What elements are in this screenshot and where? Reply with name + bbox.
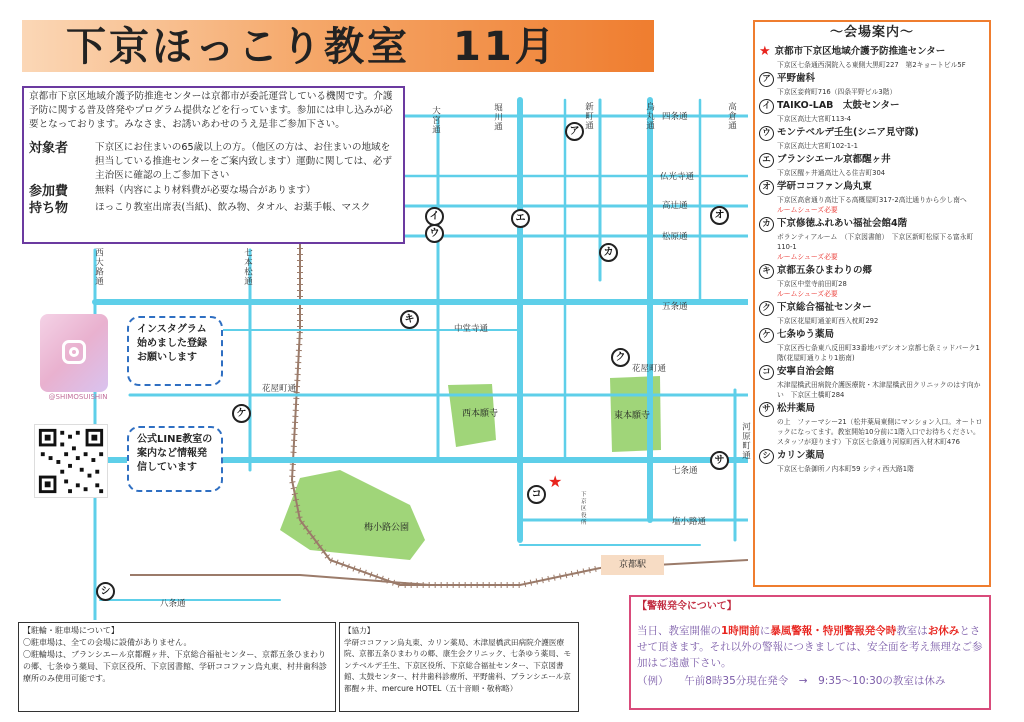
venue-note: ルームシューズ必要 bbox=[777, 290, 838, 298]
parking-line: 〇駐輪場は、ブランシエール京都醒ヶ井、下京総合福祉センター、京都五条ひまわりの郷、七条ゆう薬局、下京区役所、下京図書館、学研ココファン烏丸東、村井歯科診療所のみ使用可能です。 bbox=[23, 650, 327, 683]
marker-ke: ケ bbox=[232, 404, 251, 423]
ward-office-label: 下京区役所 bbox=[581, 492, 587, 526]
venue-name: 安寧自治会館 bbox=[777, 366, 835, 377]
parking-info-box bbox=[18, 622, 336, 712]
venue-address: 下京区高倉通り高辻下る高概屋町317-2高辻通りから少し南へ bbox=[777, 196, 967, 204]
line-bubble: 公式LINE教室の案内など情報発信しています bbox=[127, 426, 223, 492]
intro-text: 京都市下京区地域介護予防推進センターは京都市が委託運営している機関です。介護予防に関する普及啓発やプログラム提供などを行っています。参加には申し込みが必要となっております。みなさま、お誘いあわせのうえ是非ご参加下さい。 bbox=[29, 91, 393, 130]
street-label: 高倉通 bbox=[726, 102, 737, 131]
street-label: 烏丸通 bbox=[644, 102, 655, 131]
venue-item bbox=[759, 263, 985, 299]
venue-address: 下京区七条通西洞院入る東側大黒町227 第2キョートビル5F bbox=[777, 61, 966, 69]
info-value: ほっこり教室出席表(当紙)、飲み物、タオル、お薬手帳、マスク bbox=[95, 201, 371, 213]
venue-name: 学研ココファン烏丸東 bbox=[777, 181, 872, 192]
venue-name: 京都市下京区地域介護予防推進センター bbox=[774, 46, 946, 57]
venue-name: ブランシエール京都醒ヶ井 bbox=[777, 154, 891, 165]
page-title: 下京ほっこり教室 11月 bbox=[66, 24, 558, 70]
venue-list-panel bbox=[753, 20, 991, 587]
line-qr-code[interactable] bbox=[34, 424, 108, 498]
warning-title: 【警報発令について】 bbox=[637, 601, 737, 612]
street-label: 塩小路通 bbox=[672, 517, 707, 527]
star-icon: ★ bbox=[759, 44, 771, 59]
higashi-honganji-label: 東本願寺 bbox=[614, 411, 651, 421]
warning-highlight: お休み bbox=[927, 625, 960, 637]
venue-name: カリン薬局 bbox=[777, 450, 825, 461]
venue-item bbox=[759, 448, 985, 474]
venue-address: 下京区高辻大宮町102-1-1 bbox=[777, 142, 858, 150]
venue-item bbox=[759, 71, 985, 97]
marker-i: イ bbox=[425, 207, 444, 226]
warning-text: とさせて頂きます。それ以外の警報につきましては、安全面を考え無理なご参加はご遠慮下さい。 bbox=[637, 625, 983, 669]
venue-name: 下京総合福祉センター bbox=[777, 302, 872, 313]
venue-item bbox=[759, 179, 985, 215]
venue-note: ルームシューズ必要 bbox=[777, 206, 838, 214]
venue-marker: サ bbox=[759, 402, 774, 417]
venue-item bbox=[759, 401, 985, 447]
marker-sa: サ bbox=[710, 451, 729, 470]
instagram-handle: @SHIMOSUISHIN bbox=[48, 393, 108, 401]
venue-address: ボランティアルーム （下京図書館） 下京区新町松原下る富永町110-1 bbox=[777, 233, 974, 251]
venue-list-title: ～会場案内～ bbox=[829, 25, 914, 40]
venue-marker: コ bbox=[759, 365, 774, 380]
info-key: 持ち物 bbox=[29, 200, 69, 216]
venue-address: 木津屋橋武田病院介護医療院・木津屋橋武田クリニックのはす向かい 下京区土橋町284 bbox=[777, 381, 981, 399]
street-label: 四条通 bbox=[662, 112, 688, 122]
marker-shi: シ bbox=[96, 582, 115, 601]
venue-name: 平野歯科 bbox=[777, 73, 816, 84]
venue-marker: ウ bbox=[759, 126, 774, 141]
parking-title: 【駐輪・駐車場について】 bbox=[23, 626, 119, 635]
venue-address: 下京区中堂寺前田町28 bbox=[777, 280, 847, 288]
street-label: 花屋町通 bbox=[632, 364, 667, 374]
venue-marker: キ bbox=[759, 264, 774, 279]
warning-box bbox=[629, 595, 991, 710]
venue-item bbox=[759, 216, 985, 262]
street-label: 西大路通 bbox=[93, 248, 104, 286]
venue-item bbox=[759, 364, 985, 400]
venue-address: 下京区花屋町通並町西入枕町292 bbox=[777, 317, 879, 325]
warning-highlight: 1時間前 bbox=[721, 625, 760, 637]
marker-ka: カ bbox=[599, 243, 618, 262]
venue-marker: ア bbox=[759, 72, 774, 87]
venue-name: 下京修徳ふれあい福祉会館4階 bbox=[777, 218, 908, 229]
instagram-icon bbox=[62, 340, 86, 364]
marker-a: ア bbox=[565, 122, 584, 141]
venue-marker: シ bbox=[759, 449, 774, 464]
marker-ko: コ bbox=[527, 485, 546, 504]
warning-text: 当日、教室開催の bbox=[637, 625, 721, 637]
info-value: 無料（内容により材料費が必要な場合があります） bbox=[95, 184, 316, 196]
venue-name: 七条ゆう薬局 bbox=[777, 329, 835, 340]
venue-name: 松井薬局 bbox=[777, 403, 816, 414]
info-row-fee bbox=[29, 183, 398, 200]
street-label: 仏光寺通 bbox=[660, 172, 695, 182]
venue-item bbox=[759, 152, 985, 178]
venue-address: の上 ファーマシー21（松井薬局東側にマンション入口。オートロックになってます。教室開始10分前に1階入口でお待ちください。スタッフが迎ります）下京区七条通り河原町西入材木町476 bbox=[777, 418, 983, 446]
warning-text: に bbox=[759, 625, 771, 637]
marker-o: オ bbox=[710, 206, 729, 225]
venue-item bbox=[759, 300, 985, 326]
warning-text: 教室は bbox=[896, 625, 928, 637]
venue-name: TAIKO-LAB 太鼓センター bbox=[777, 100, 900, 111]
info-key: 対象者 bbox=[29, 140, 69, 156]
venue-item bbox=[759, 44, 985, 70]
info-value: 下京区にお住まいの65歳以上の方。（他区の方は、お住まいの地域を担当している推進センターをご案内致します）運動に関しては、必ず主治医に確認の上ご参加下さい bbox=[95, 141, 393, 181]
venue-marker: ケ bbox=[759, 328, 774, 343]
info-key: 参加費 bbox=[29, 183, 69, 199]
kyoto-station-label: 京都駅 bbox=[601, 555, 664, 575]
venue-marker: イ bbox=[759, 99, 774, 114]
street-label: 堀川通 bbox=[492, 103, 503, 132]
venue-item bbox=[759, 98, 985, 124]
street-label: 河原町通 bbox=[740, 422, 751, 460]
marker-ki: キ bbox=[400, 310, 419, 329]
coop-text: 学研ココファン烏丸東、カリン薬局、木津屋橋武田病院介護医療院、京都五条ひまわりの郷、康生会クリニック、七条ゆう薬局、モンテベルデ壬生、下京区役所、下京総合福祉センター、下京図書館、太鼓センター、村井歯科診療所、平野歯科、ブランシエール京都醒ヶ井、mercure HOTEL（五十音順・敬称略） bbox=[344, 637, 572, 693]
street-label: 七本松通 bbox=[242, 248, 253, 286]
street-label: 高辻通 bbox=[662, 201, 688, 211]
venue-address: 下京区西七条東八反田町33番地パデシオン京都七条ミッドパーク1階(花屋町通りより1筋南) bbox=[777, 344, 980, 362]
venue-note: ルームシューズ必要 bbox=[777, 253, 838, 261]
venue-item bbox=[759, 327, 985, 363]
warning-body bbox=[637, 623, 983, 671]
intro-box bbox=[22, 86, 405, 244]
parking-line: 〇駐車場は、全ての会場に設備がありません。 bbox=[23, 638, 192, 647]
street-label: 八条通 bbox=[160, 599, 186, 609]
venue-name: 京都五条ひまわりの郷 bbox=[777, 265, 873, 276]
info-row-bring bbox=[29, 200, 398, 217]
nishi-honganji-label: 西本願寺 bbox=[462, 409, 499, 419]
venue-address: 下京区七条御所ノ内本町59 シティ西大路1階 bbox=[777, 465, 914, 473]
street-label: 五条通 bbox=[662, 302, 688, 312]
umekoji-park-label: 梅小路公園 bbox=[364, 523, 410, 533]
venue-address: 下京区妾荷町716（四条平野ビル3階） bbox=[777, 88, 897, 96]
street-label: 中堂寺通 bbox=[454, 324, 489, 334]
marker-ku: ク bbox=[611, 348, 630, 367]
venue-marker: エ bbox=[759, 153, 774, 168]
instagram-bubble: インスタグラム始めました登録お願いします bbox=[127, 316, 223, 386]
venue-address: 下京区高辻大宮町113-4 bbox=[777, 115, 852, 123]
street-label: 大宮通 bbox=[430, 106, 441, 135]
street-label: 七条通 bbox=[672, 466, 698, 476]
marker-u: ウ bbox=[425, 224, 444, 243]
center-star-icon: ★ bbox=[548, 472, 563, 491]
marker-e: エ bbox=[511, 209, 530, 228]
street-label: 松原通 bbox=[662, 232, 688, 242]
venue-item bbox=[759, 125, 985, 151]
venue-marker: ク bbox=[759, 301, 774, 316]
venue-marker: カ bbox=[759, 217, 774, 232]
street-label: 花屋町通 bbox=[262, 384, 297, 394]
instagram-qr-code[interactable] bbox=[40, 314, 108, 392]
venue-address: 下京区醒ヶ井通高辻入る住吉町304 bbox=[777, 169, 886, 177]
coop-title: 【協力】 bbox=[344, 626, 375, 635]
venue-name: モンテベルデ壬生(シニア見守隊) bbox=[777, 127, 919, 138]
street-label: 新町通 bbox=[583, 102, 594, 131]
warning-highlight: 暴風警報・特別警報発令時 bbox=[770, 625, 897, 637]
warning-example: （例） 午前8時35分現在発令 → 9:35～10:30の教室は休み bbox=[637, 675, 946, 687]
info-row-target bbox=[29, 140, 398, 183]
venue-marker: オ bbox=[759, 180, 774, 195]
cooperation-box bbox=[339, 622, 579, 712]
